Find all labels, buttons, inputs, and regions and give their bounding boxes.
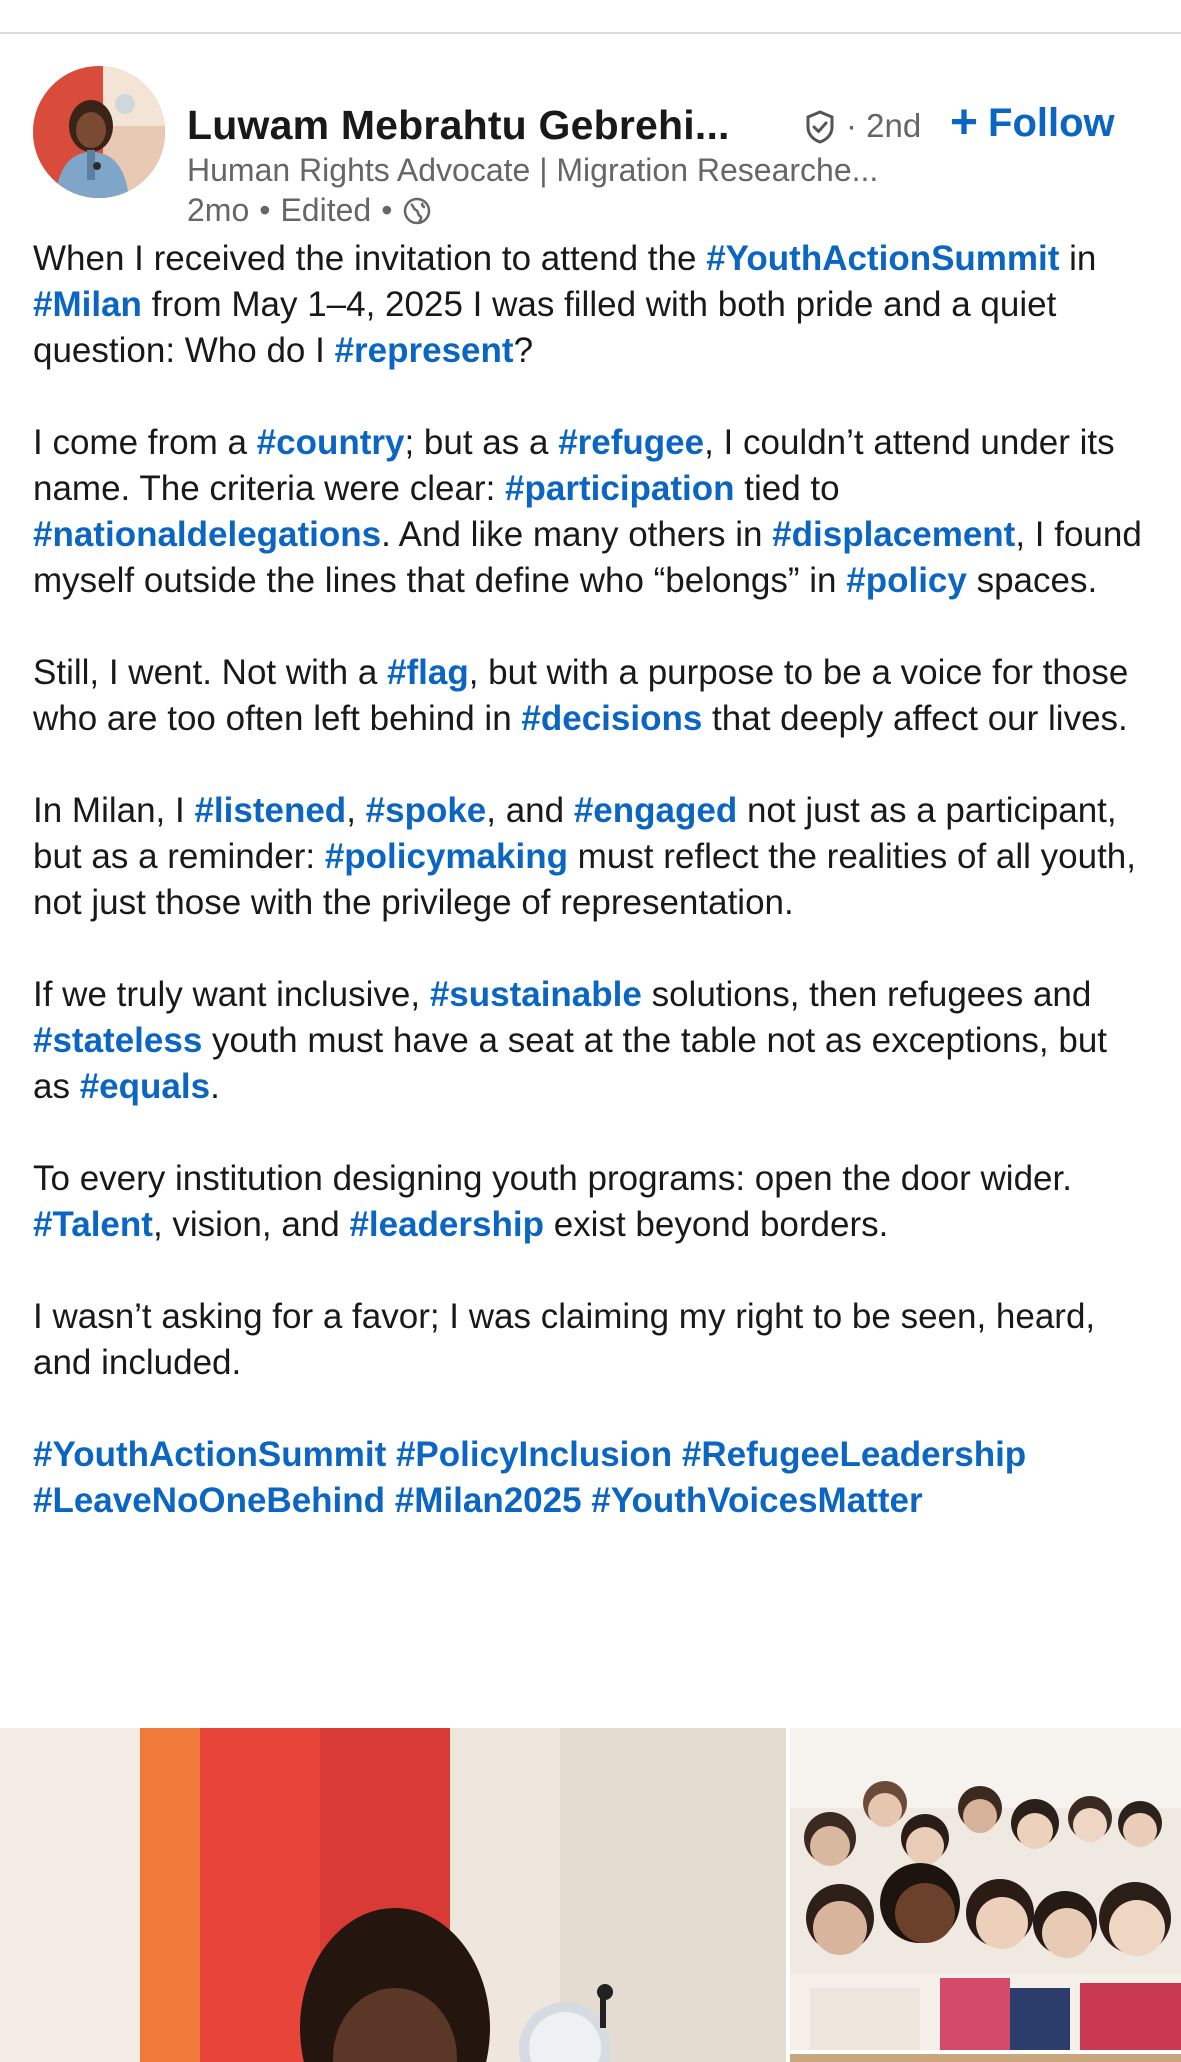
hashtag-link[interactable]: #nationaldelegations (33, 515, 382, 554)
hashtag-link[interactable]: #sustainable (429, 975, 642, 1014)
hashtag-link[interactable]: #Milan2025 (394, 1481, 582, 1520)
post-text: ; but as a (404, 423, 559, 462)
post-text: solutions, then refugees and (641, 975, 1092, 1014)
post-text: youth must have a seat at the table not as exceptions, but as (33, 1021, 1108, 1106)
post-paragraph (33, 1156, 1153, 1248)
hashtag-link[interactable]: #engaged (573, 791, 738, 830)
edited-label: Edited (280, 192, 372, 228)
post-text: , I couldn’t attend under its name. The criteria were clear: (33, 423, 1115, 508)
hashtag-link[interactable]: #RefugeeLeadership (681, 1435, 1027, 1474)
post-header (0, 34, 1181, 228)
post-text: I come from a (33, 423, 257, 462)
post-text: , I found myself outside the lines that define who “belongs” in (33, 515, 1142, 600)
hashtag-link[interactable]: #YouthActionSummit (33, 1435, 387, 1474)
group-selfie-photo[interactable] (790, 1728, 1181, 2050)
post-text: not just as a participant, but as a reminder: (33, 791, 1117, 876)
post-paragraph (33, 236, 1153, 374)
hashtag-link[interactable]: #YouthActionSummit (706, 239, 1060, 278)
hashtag-link[interactable]: #stateless (33, 1021, 203, 1060)
post-text: , (346, 791, 366, 830)
post-text (582, 1481, 592, 1520)
post-text: exist beyond borders. (543, 1205, 889, 1244)
post-paragraph (33, 650, 1153, 742)
author-name[interactable]: Luwam Mebrahtu Gebrehi... (187, 102, 730, 148)
post-paragraph (33, 1432, 1153, 1524)
hashtag-link[interactable]: #spoke (365, 791, 487, 830)
hashtag-link[interactable]: #displacement (772, 515, 1016, 554)
follow-button[interactable] (950, 98, 1115, 148)
hashtag-link[interactable]: #policy (846, 561, 967, 600)
hashtag-link[interactable]: #refugee (558, 423, 705, 462)
verified-shield-icon (803, 109, 837, 145)
post-text (385, 1481, 395, 1520)
plus-icon: + (950, 96, 979, 149)
post-text: in (1059, 239, 1097, 278)
post-text: , vision, and (152, 1205, 350, 1244)
hashtag-link[interactable]: #represent (334, 331, 514, 370)
post-media (0, 1728, 1181, 2062)
post-text (386, 1435, 396, 1474)
post-body (33, 236, 1153, 1570)
degree-label: 2nd (866, 107, 922, 144)
hashtag-link[interactable]: #LeaveNoOneBehind (33, 1481, 386, 1520)
speaker-photo[interactable] (0, 1728, 786, 2062)
post-text (672, 1435, 682, 1474)
hashtag-link[interactable]: #listened (194, 791, 347, 830)
degree-separator: · (846, 107, 867, 144)
post-text: spaces. (966, 561, 1098, 600)
follow-label: Follow (988, 100, 1115, 145)
summit-banner-photo[interactable] (790, 2054, 1181, 2062)
meta-separator: • (381, 192, 393, 228)
post-paragraph (33, 1294, 1153, 1386)
hashtag-link[interactable]: #YouthVoicesMatter (591, 1481, 923, 1520)
post-paragraph (33, 788, 1153, 926)
hashtag-link[interactable]: #Talent (33, 1205, 153, 1244)
speaker-image (0, 1728, 786, 2062)
meta-separator: • (259, 192, 271, 228)
post-text: that deeply affect our lives. (702, 699, 1128, 738)
post-text: , and (486, 791, 574, 830)
hashtag-link[interactable]: #decisions (521, 699, 703, 738)
group-selfie-image (790, 1728, 1181, 2050)
post-text: ? (513, 331, 534, 370)
post-text: . (210, 1067, 220, 1106)
hashtag-link[interactable]: #flag (387, 653, 469, 692)
post-paragraph (33, 972, 1153, 1110)
author-headline: Human Rights Advocate | Migration Researche... (187, 152, 879, 188)
post-paragraph (33, 420, 1153, 604)
post-text: . And like many others in (381, 515, 773, 554)
post-text: When I received the invitation to attend the (33, 239, 707, 278)
hashtag-link[interactable]: #leadership (349, 1205, 544, 1244)
post-time: 2mo (187, 192, 250, 228)
hashtag-link[interactable]: #PolicyInclusion (395, 1435, 673, 1474)
avatar-photo (33, 66, 165, 198)
globe-icon (402, 196, 432, 226)
post-text: To every institution designing youth programs: open the door wider. (33, 1159, 1072, 1198)
post-meta (187, 192, 432, 229)
post-text: tied to (734, 469, 840, 508)
hashtag-link[interactable]: #participation (505, 469, 735, 508)
hashtag-link[interactable]: #equals (79, 1067, 211, 1106)
connection-degree (846, 107, 921, 145)
author-avatar[interactable] (33, 66, 165, 198)
post-text: In Milan, I (33, 791, 195, 830)
post-text: from May 1–4, 2025 I was filled with both pride and a quiet question: Who do I (33, 285, 1057, 370)
hashtag-link[interactable]: #Milan (33, 285, 142, 324)
post-text: , but with a purpose to be a voice for those who are too often left behind in (33, 653, 1129, 738)
post-text: must reflect the realities of all youth, not just those with the privilege of representation. (33, 837, 1136, 922)
post-text: If we truly want inclusive, (33, 975, 430, 1014)
feed-post (0, 34, 1181, 2062)
post-text: Still, I went. Not with a (33, 653, 388, 692)
hashtag-link[interactable]: #country (256, 423, 405, 462)
post-text: I wasn’t asking for a favor; I was claiming my right to be seen, heard, and included. (33, 1297, 1096, 1382)
hashtag-link[interactable]: #policymaking (324, 837, 568, 876)
